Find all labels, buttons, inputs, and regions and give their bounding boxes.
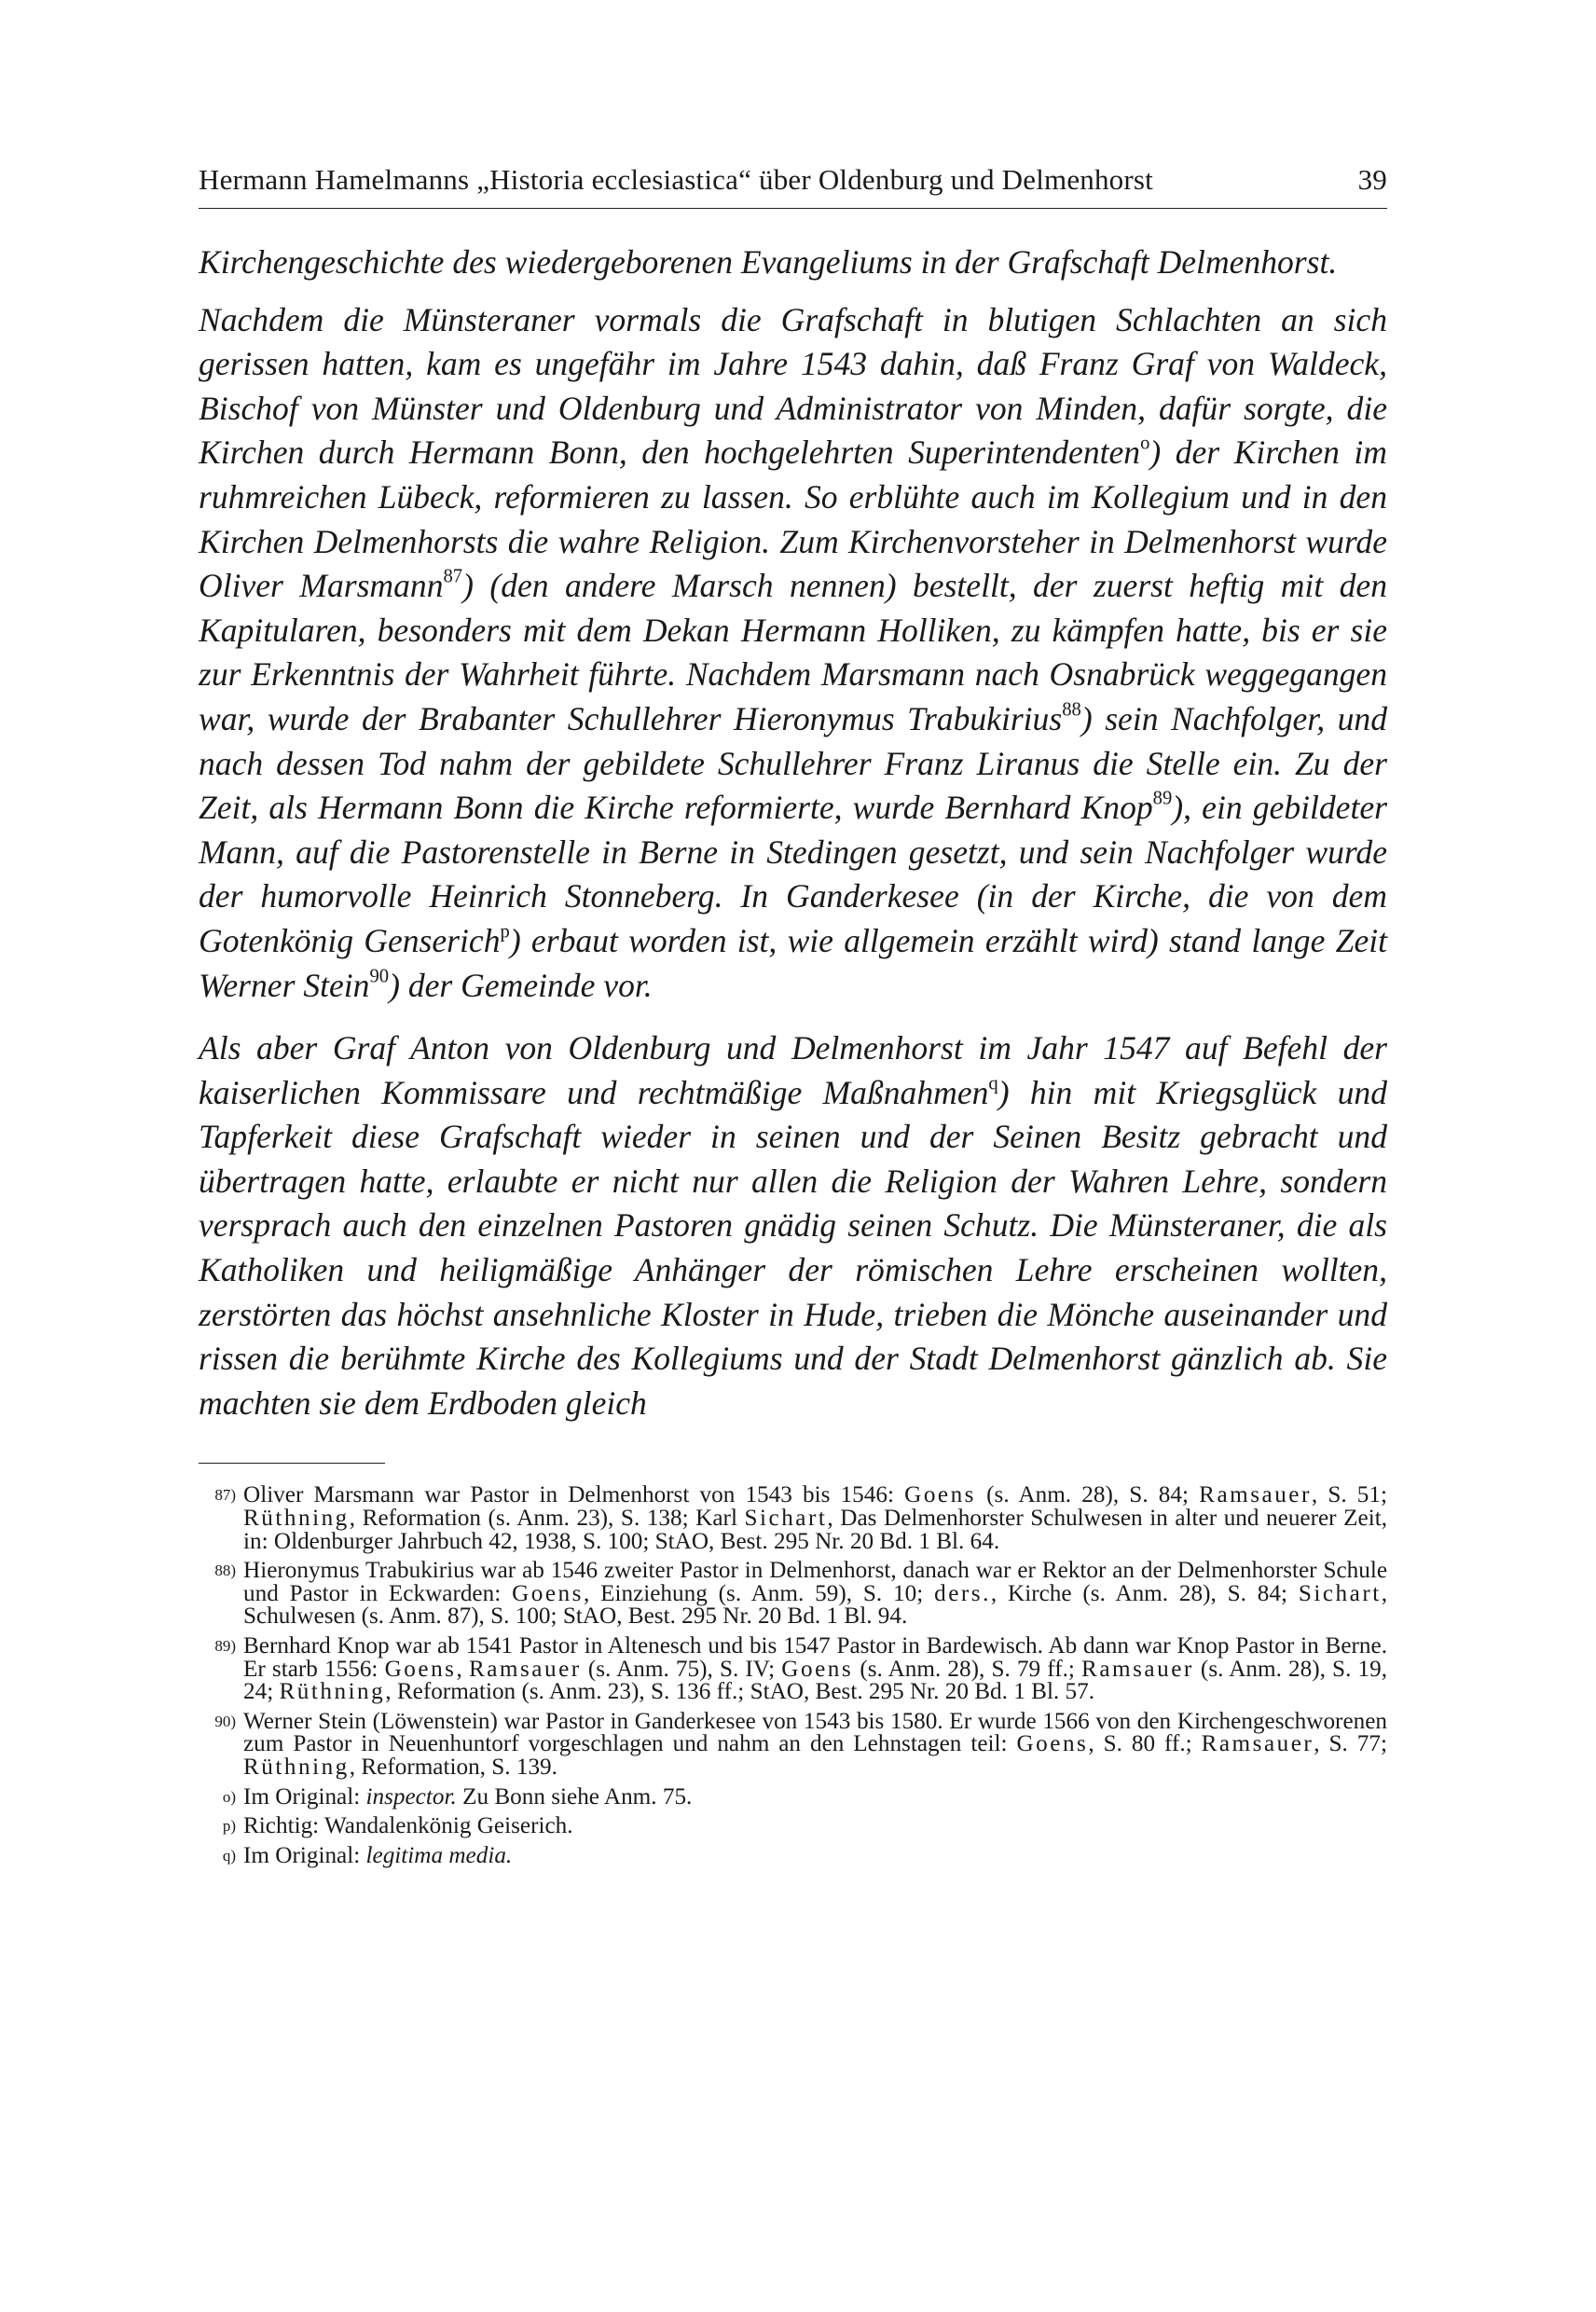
footnote-mark: p) (222, 1817, 236, 1836)
paragraph-2-text: ) der Gemeinde vor. (389, 966, 653, 1004)
paragraph-2 (199, 298, 1387, 1009)
footnote-mark: 87) (214, 1486, 236, 1505)
footnote-separator (199, 1463, 385, 1464)
footnote-mark: o) (222, 1787, 236, 1806)
footnote-text: Im Original: inspector. Zu Bonn siehe Anm. 75. (243, 1783, 693, 1810)
footnote-87 (199, 1484, 1387, 1553)
footnote-text: Werner Stein (Löwenstein) war Pastor in Ganderkesee von 1543 bis 1580. Er wurde 1566 von den Kirchengeschworenen zum Pastor in Neuenhuntorf vorgeschlagen und nahm an den Lehnstagen teil: Goens, S. 80 ff.; Ramsauer, S. 77; Rüthning, Reformation, S. 139. (243, 1708, 1387, 1780)
footnote-text: Hieronymus Trabukirius war ab 1546 zweiter Pastor in Delmenhorst, danach war er Rektor an der Delmenhorster Schule und Pastor in Eckwarden: Goens, Einziehung (s. Anm. 59), S. 10; ders., Kirche (s. Anm. 28), S. 84; Sichart, Schulwesen (s. Anm. 87), S. 100; StAO, Best. 295 Nr. 20 Bd. 1 Bl. 94. (243, 1558, 1388, 1630)
running-head-title: Hermann Hamelmanns „Historia ecclesiastica“ über Oldenburg und Delmenhorst (199, 163, 1153, 196)
footnote-ref-o: o (1140, 433, 1150, 454)
footnote-o (199, 1783, 1387, 1810)
paragraph-3 (199, 1026, 1387, 1425)
footnote-88 (199, 1560, 1387, 1629)
footnote-text: Richtig: Wandalenkönig Geiserich. (243, 1813, 573, 1839)
paragraph-2-text: ) (den andere Marsch nennen) bestellt, der zuerst heftig mit den Kapitularen, besonders mit dem Dekan Hermann Holliken, zu kämpfen hatte, bis er sie zur Erkenntnis der Wahrheit führte. Nachdem Marsmann nach Osnabrück weggegangen war, wurde der Brabanter Schullehrer Hieronymus Trabukirius (199, 567, 1387, 737)
footnote-90 (199, 1708, 1387, 1780)
footnote-text: Oliver Marsmann war Pastor in Delmenhorst von 1543 bis 1546: Goens (s. Anm. 28), S. 84; Ramsauer, S. 51; Rüthning, Reformation (s. Anm. 23), S. 138; Karl Sichart, Das Delmenhorster Schulwesen in alter und neuerer Zeit, in: Oldenburger Jahrbuch 42, 1938, S. 100; StAO, Best. 295 Nr. 20 Bd. 1 Bl. 64. (243, 1482, 1388, 1554)
paragraph-1: Kirchengeschichte des wiedergeborenen Evangeliums in der Grafschaft Delmenhorst. (199, 243, 1338, 281)
paragraph-2-text: ) der Kirchen im ruhmreichen Lübeck, reformieren zu lassen. So erblühte auch im Kollegium und in den Kirchen Delmenhorsts die wahre Religion. Zum Kirchenvorsteher in Delmenhorst wurde Oliver Marsmann (199, 434, 1387, 605)
paragraph-2-text: ) erbaut worden ist, wie allgemein erzählt wird) stand lange Zeit Werner Stein (199, 921, 1388, 1004)
footnote-mark: 89) (214, 1637, 236, 1655)
book-page (199, 163, 1387, 1874)
paragraph-2-text: ), ein gebildeter Mann, auf die Pastorenstelle in Berne in Stedingen gesetzt, und sein Nachfolger wurde der humorvolle Heinrich Stonneberg. In Ganderkesee (in der Kirche, die von dem Gotenkönig Genserich (199, 789, 1387, 959)
page-number: 39 (1357, 163, 1387, 196)
footnote-ref-q: q (988, 1073, 998, 1094)
paragraph-2-text: ) sein Nachfolger, und nach dessen Tod nahm der gebildete Schullehrer Franz Liranus die Stelle ein. Zu der Zeit, als Hermann Bonn die Kirche reformierte, wurde Bernhard Knop (199, 699, 1388, 827)
footnote-q (199, 1842, 1387, 1868)
footnote-mark: 90) (214, 1712, 236, 1730)
footnote-p (199, 1815, 1387, 1838)
footnote-ref-89: 89 (1152, 788, 1173, 809)
footnotes (199, 1484, 1387, 1867)
paragraph-3-text: Als aber Graf Anton von Oldenburg und Delmenhorst im Jahr 1547 auf Befehl der kaiserlichen Kommissare und rechtmäßige Maßnahmen (199, 1029, 1387, 1111)
footnote-ref-p: p (500, 921, 510, 943)
paragraph-2-text: Nachdem die Münsteraner vormals die Grafschaft in blutigen Schlachten an sich gerissen hatten, kam es ungefähr im Jahre 1543 dahin, daß Franz Graf von Waldeck, Bischof von Münster und Oldenburg und Administrator von Minden, dafür sorgte, die Kirchen durch Hermann Bonn, den hochgelehrten Superintendenten (199, 300, 1387, 472)
footnote-ref-87: 87 (443, 566, 463, 587)
footnote-text: Im Original: legitima media. (243, 1842, 513, 1868)
running-head (199, 163, 1387, 209)
footnote-ref-88: 88 (1062, 699, 1081, 721)
footnote-89 (199, 1635, 1387, 1704)
footnote-text: Bernhard Knop war ab 1541 Pastor in Altenesch und bis 1547 Pastor in Bardewisch. Ab dann war Knop Pastor in Berne. Er starb 1556: Goens, Ramsauer (s. Anm. 75), S. IV; Goens (s. Anm. 28), S. 79 ff.; Ramsauer (s. Anm. 28), S. 19, 24; Rüthning, Reformation (s. Anm. 23), S. 136 ff.; StAO, Best. 295 Nr. 20 Bd. 1 Bl. 57. (243, 1633, 1388, 1705)
main-text (199, 241, 1387, 1425)
paragraph-3-text: ) hin mit Kriegsglück und Tapferkeit diese Grafschaft wieder in seinen und der Seinen Besitz gebracht und übertragen hatte, erlaubte er nicht nur allen die Religion der Wahren Lehre, sondern versprach auch den einzelnen Pastoren gnädig seinen Schutz. Die Münsteraner, die als Katholiken und heiligmäßige Anhänger der römischen Lehre erscheinen wollten, zerstörten das höchst ansehnliche Kloster in Hude, trieben die Mönche auseinander und rissen die berühmte Kirche des Kollegiums und der Stadt Delmenhorst gänzlich ab. Sie machten sie dem Erdboden gleich (199, 1073, 1387, 1422)
footnote-mark: 88) (214, 1562, 236, 1580)
footnote-ref-90: 90 (369, 966, 390, 987)
footnote-mark: q) (222, 1846, 236, 1865)
